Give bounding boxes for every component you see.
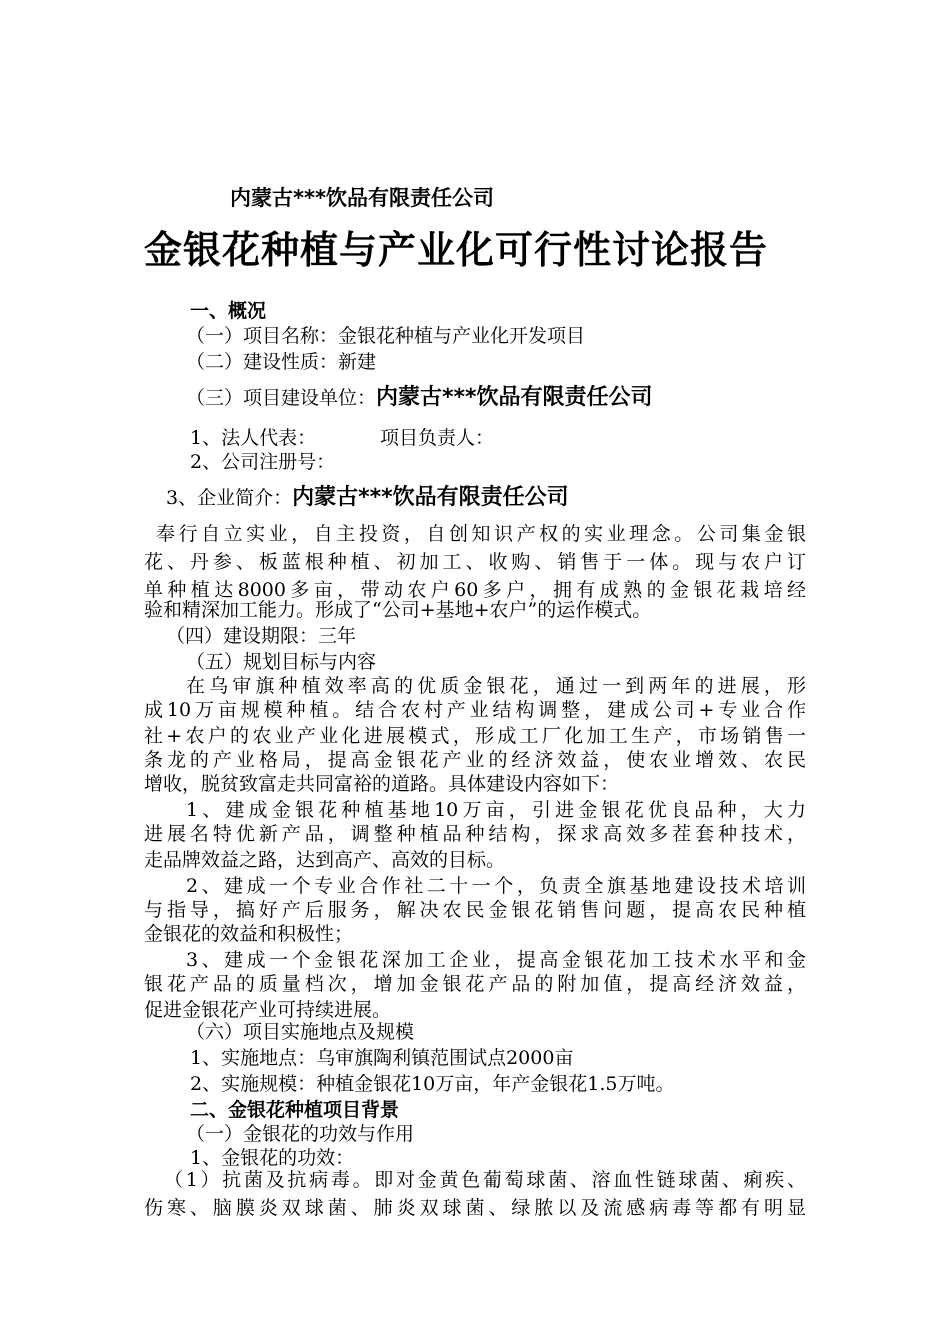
construction-unit-label: （三）项目建设单位： <box>186 387 377 409</box>
document-title: 金银花种植与产业化可行性讨论报告 <box>144 228 769 272</box>
efficacy-heading: 1、金银花的功效： <box>190 1147 355 1169</box>
paragraph-line: 银花产品的质量档次，增加金银花产品的附加值，提高经济效益， <box>144 973 806 995</box>
implementation-location: 1、实施地点：乌审旗陶利镇范围试点2000亩 <box>190 1047 574 1069</box>
paragraph-line: 2、建成一个专业合作社二十一个，负责全旗基地建设技术培训 <box>186 875 806 897</box>
paragraph-line: 社+农户的农业产业化进展模式，形成工厂化加工生产，市场销售一 <box>144 725 806 747</box>
paragraph-line: 花、丹参、板蓝根种植、初加工、收购、销售于一体。现与农户订 <box>144 551 806 573</box>
section-2-heading: 二、金银花种植项目背景 <box>190 1099 400 1121</box>
paragraph-line: 伤寒、脑膜炎双球菌、肺炎双球菌、绿脓以及流感病毒等都有明显 <box>144 1197 806 1219</box>
paragraph-line: 奉行自立实业，自主投资，自创知识产权的实业理念。公司集金银 <box>156 523 806 545</box>
paragraph-line: 成10万亩规模种植。结合农村产业结构调整，建成公司+专业合作 <box>144 699 806 721</box>
paragraph-line: 金银花的效益和积极性； <box>144 923 354 945</box>
item-project-name: （一）项目名称：金银花种植与产业化开发项目 <box>186 325 586 347</box>
item-construction-type: （二）建设性质：新建 <box>186 351 377 373</box>
paragraph-line: 增收，脱贫致富走共同富裕的道路。具体建设内容如下： <box>144 773 620 795</box>
paragraph-line: （1）抗菌及抗病毒。即对金黄色葡萄球菌、溶血性链球菌、痢疾、 <box>164 1169 806 1191</box>
item-construction-unit <box>186 386 653 410</box>
item-location-scale: （六）项目实施地点及规模 <box>186 1021 415 1043</box>
project-lead-label: 项目负责人： <box>380 427 495 449</box>
paragraph-line: 走品牌效益之路，达到高产、高效的目标。 <box>144 849 506 871</box>
paragraph-line: 促进金银花产业可持续进展。 <box>144 999 392 1021</box>
company-intro-row <box>166 486 569 510</box>
paragraph-line: 单种植达8000多亩，带动农户60多户，拥有成熟的金银花栽培经 <box>144 579 806 601</box>
paragraph-line: 在乌审旗种植效率高的优质金银花，通过一到两年的进展，形 <box>186 675 806 697</box>
paragraph-line: 3、建成一个金银花深加工企业，提高金银花加工技术水平和金 <box>186 949 806 971</box>
paragraph-line: 验和精深加工能力。形成了“公司+基地+农户”的运作模式。 <box>144 599 652 621</box>
item-goals: （五）规划目标与内容 <box>186 651 377 673</box>
paragraph-line: 1、建成金银花种植基地10万亩，引进金银花优良品种，大力 <box>186 799 806 821</box>
construction-unit-value: 内蒙古***饮品有限责任公司 <box>376 385 653 410</box>
item-construction-period: （四）建设期限：三年 <box>166 625 357 647</box>
company-intro-label: 3、企业简介： <box>166 487 293 509</box>
company-header: 内蒙古***饮品有限责任公司 <box>230 186 494 210</box>
subsection-efficacy: （一）金银花的功效与作用 <box>186 1123 415 1145</box>
section-1-heading: 一、概况 <box>190 300 267 322</box>
legal-representative-label: 1、法人代表： <box>190 427 317 449</box>
paragraph-line: 与指导，搞好产后服务，解决农民金银花销售问题，提高农民种植 <box>144 899 806 921</box>
paragraph-line: 条龙的产业格局，提高金银花产业的经济效益，使农业增效、农民 <box>144 749 806 771</box>
implementation-scale: 2、实施规模：种植金银花10万亩，年产金银花1.5万吨。 <box>190 1073 675 1095</box>
paragraph-line: 进展名特优新产品，调整种植品种结构，探求高效多茬套种技术， <box>144 823 806 845</box>
company-intro-value: 内蒙古***饮品有限责任公司 <box>292 485 569 510</box>
registration-number-label: 2、公司注册号： <box>190 451 336 473</box>
